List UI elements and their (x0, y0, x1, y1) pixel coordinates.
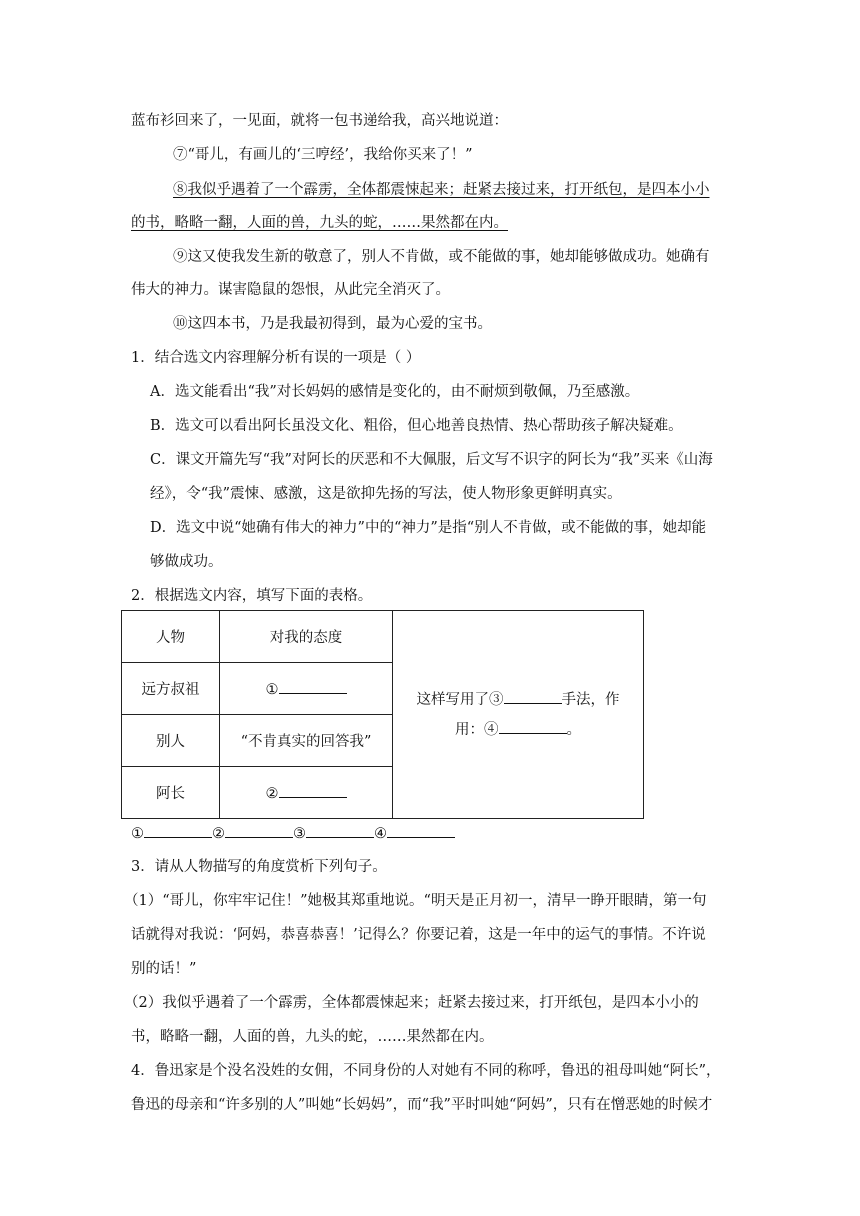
table-header-person: 人物 (122, 611, 220, 663)
sentence-2-line-2: 书，略略一翻，人面的兽，九头的蛇，……果然都在内。 (131, 1029, 494, 1045)
option-c-line-2: 经》，令“我”震悚、感激，这是欲抑先扬的写法，使人物形象更鲜明真实。 (150, 486, 622, 502)
option-d-line-1: D．选文中说“她确有伟大的神力”中的“神力”是指“别人不肯做，或不能做的事，她却能 (150, 520, 707, 536)
answer-blank-1[interactable] (144, 823, 212, 838)
answer-blank-4[interactable] (387, 823, 455, 838)
table-note-part-4: 。 (566, 721, 581, 738)
attitude-table (121, 610, 644, 819)
answer-line (131, 823, 455, 844)
blank-1[interactable] (279, 679, 347, 694)
blank-marker: ① (265, 682, 279, 698)
paragraph-10: ⑩这四本书，乃是我最初得到，最为心爱的宝书。 (173, 316, 492, 332)
option-d-line-2: 够做成功。 (150, 554, 223, 570)
blank-2[interactable] (279, 783, 347, 798)
question-2-stem: 2．根据选文内容，填写下面的表格。 (131, 588, 373, 604)
answer-blank-3[interactable] (306, 823, 374, 838)
table-cell-person: 阿长 (122, 767, 220, 819)
paragraph-8-line-2: 的书，略略一翻，人面的兽，九头的蛇，……果然都在内。 (131, 215, 508, 231)
answer-blank-2[interactable] (225, 823, 293, 838)
answer-marker: ③ (293, 826, 306, 842)
table-cell-person: 远方叔祖 (122, 663, 220, 715)
paragraph-8-line-1: ⑧我似乎遇着了一个霹雳，全体都震悚起来；赶紧去接过来，打开纸包，是四本小小 (173, 182, 710, 198)
option-b: B．选文可以看出阿长虽没文化、粗俗，但心地善良热情、热心帮助孩子解决疑难。 (150, 418, 683, 434)
table-note-part-1: 这样写用了③ (416, 691, 504, 708)
question-3-stem: 3．请从人物描写的角度赏析下列句子。 (131, 859, 387, 875)
question-4-line-1: 4．鲁迅家是个没名没姓的女佣，不同身份的人对她有不同的称呼，鲁迅的祖母叫她“阿长”， (131, 1063, 721, 1079)
table-cell-attitude (220, 663, 393, 715)
table-cell-attitude: “不肯真实的回答我” (220, 715, 393, 767)
paragraph-9-line-2: 伟大的神力。谋害隐鼠的怨恨，从此完全消灭了。 (131, 282, 450, 298)
sentence-1-line-3: 别的话！” (131, 961, 197, 977)
table-header-attitude: 对我的态度 (220, 611, 393, 663)
paragraph-7: ⑦“哥儿，有画儿的‘三哼经’，我给你买来了！” (173, 147, 473, 163)
question-4-line-2: 鲁迅的母亲和“许多别的人”叫她“长妈妈”，而“我”平时叫她“阿妈”，只有在憎恶她的时候才 (131, 1097, 713, 1113)
table-note-part-2: 手法，作 (561, 691, 620, 708)
table-cell-person: 别人 (122, 715, 220, 767)
paragraph-9-line-1: ⑨这又使我发生新的敬意了，别人不肯做，或不能做的事，她却能够做成功。她确有 (173, 249, 710, 265)
question-1-stem: 1．结合选文内容理解分析有误的一项是（ ） (131, 350, 421, 366)
blank-4[interactable] (499, 719, 567, 734)
passage-line: 蓝布衫回来了，一见面，就将一包书递给我，高兴地说道： (131, 113, 508, 129)
blank-marker: ② (265, 786, 279, 802)
option-c-line-1: C．课文开篇先写“我”对阿长的厌恶和不大佩服，后文写不识字的阿长为“我”买来《山海 (150, 452, 713, 468)
answer-marker: ① (131, 826, 144, 842)
answer-marker: ② (212, 826, 225, 842)
table-note-cell (393, 611, 644, 819)
sentence-1-line-1: （1）“哥儿，你牢牢记住！”她极其郑重地说。“明天是正月初一，清早一睁开眼睛，第一句 (124, 893, 707, 909)
sentence-2-line-1: （2）我似乎遇着了一个霹雳，全体都震悚起来；赶紧去接过来，打开纸包，是四本小小的 (124, 995, 699, 1011)
sentence-1-line-2: 话就得对我说：‘阿妈，恭喜恭喜！’记得么？你要记着，这是一年中的运气的事情。不许说 (131, 927, 706, 943)
blank-3[interactable] (504, 689, 562, 704)
option-a: A．选文能看出“我”对长妈妈的感情是变化的，由不耐烦到敬佩，乃至感激。 (150, 384, 640, 400)
table-cell-attitude (220, 767, 393, 819)
answer-marker: ④ (374, 826, 387, 842)
table-note-part-3: 用：④ (455, 721, 499, 738)
